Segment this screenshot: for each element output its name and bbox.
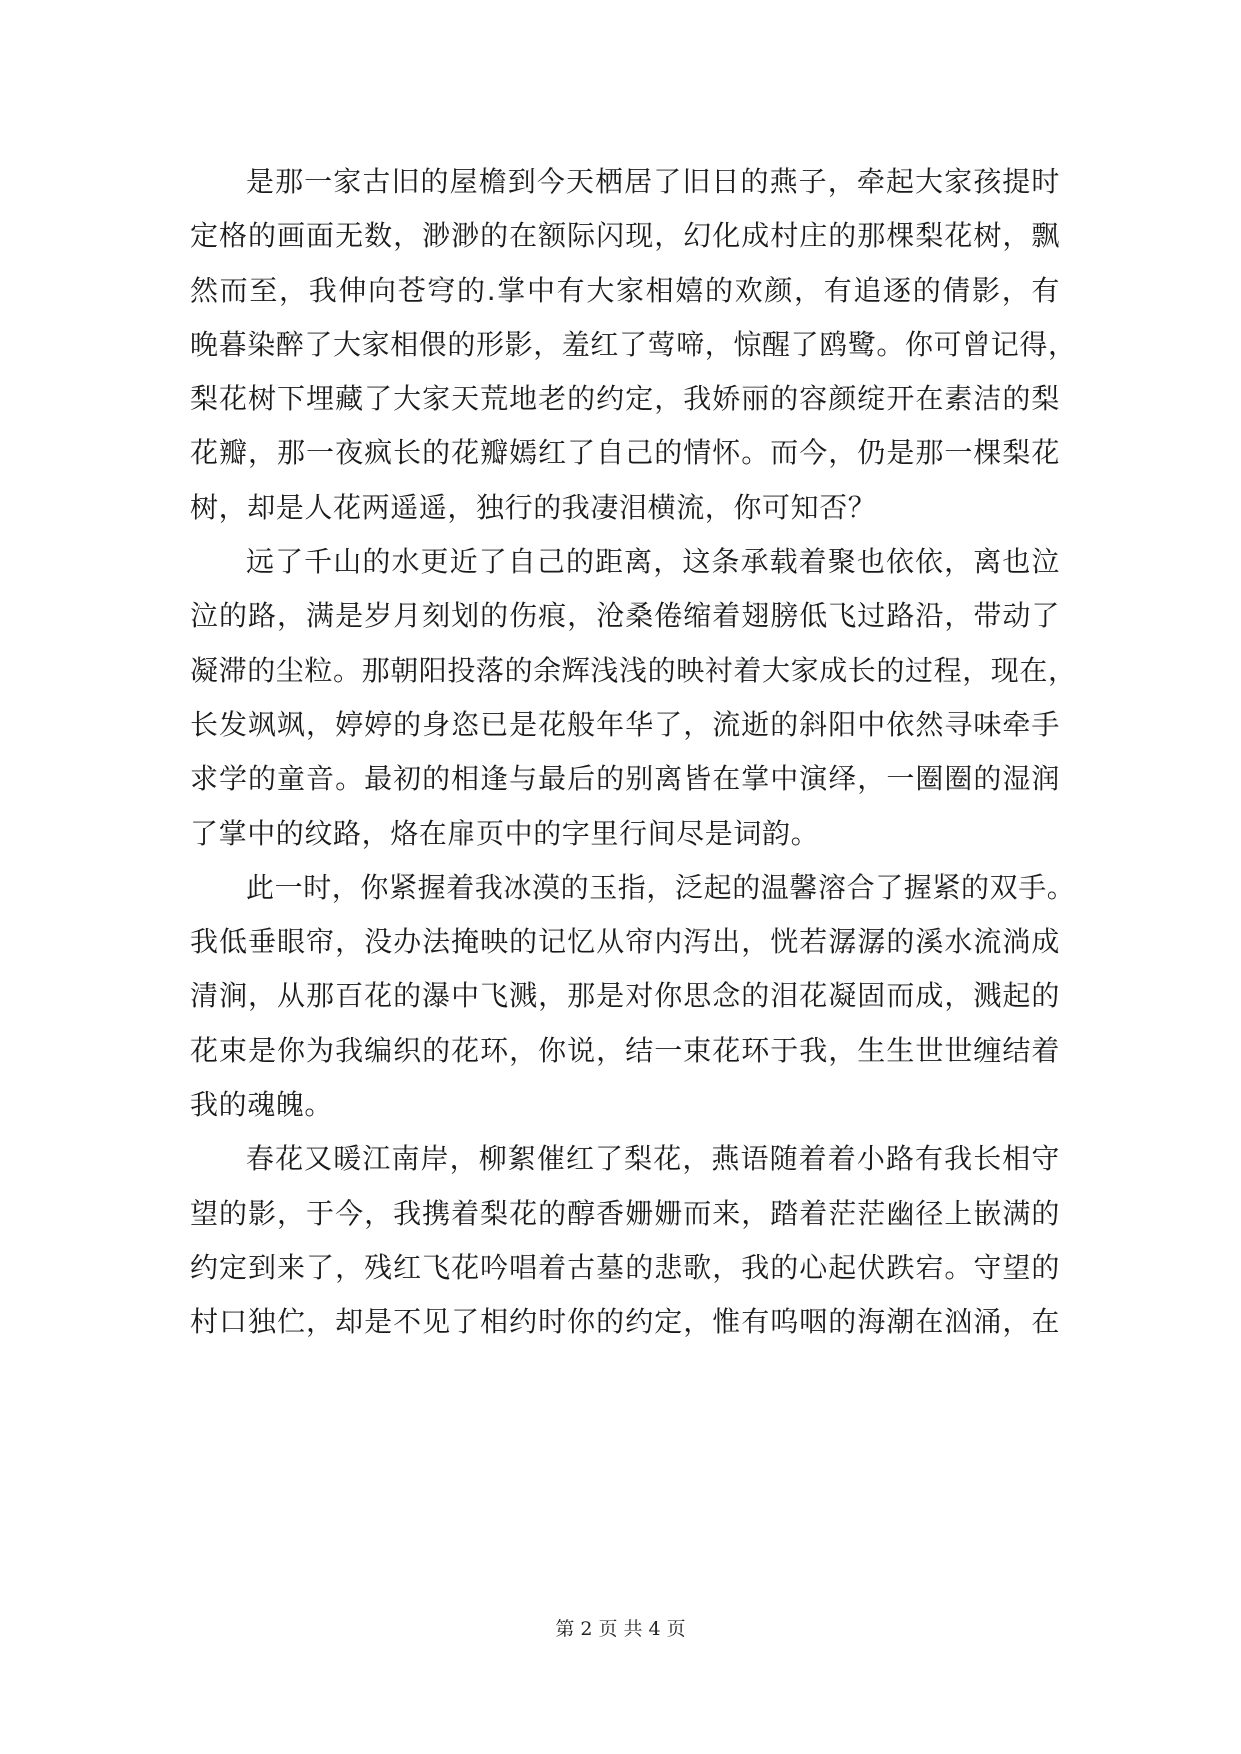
footer-prefix: 第 xyxy=(555,1618,575,1640)
footer-current-page: 2 xyxy=(580,1618,593,1640)
text-line: 花束是你为我编织的花环，你说，结一束花环于我，生生世世缠结着 xyxy=(190,1033,1060,1067)
text-line: 长发飒飒，婷婷的身恣已是花般年华了，流逝的斜阳中依然寻味牵手 xyxy=(190,707,1060,741)
text-line: 约定到来了，残红飞花吟唱着古墓的悲歌，我的心起伏跌宕。守望的 xyxy=(190,1250,1060,1284)
text-line: 此一时，你紧握着我冰漠的玉指，泛起的温馨溶合了握紧的双手。 xyxy=(246,870,1076,904)
text-line: 望的影，于今，我携着梨花的醇香姗姗而来，踏着茫茫幽径上嵌满的 xyxy=(190,1196,1060,1230)
paragraph-2 xyxy=(190,535,1077,861)
text-line: 求学的童音。最初的相逢与最后的别离皆在掌中演绎，一圈圈的湿润 xyxy=(190,762,1060,796)
text-line: 村口独伫，却是不见了相约时你的约定，惟有呜咽的海潮在汹涌，在 xyxy=(190,1305,1060,1339)
text-line: 了掌中的纹路，烙在扉页中的字里行间尽是词韵。 xyxy=(190,816,820,850)
text-line: 凝滞的尘粒。那朝阳投落的余辉浅浅的映衬着大家成长的过程，现在， xyxy=(190,653,1077,687)
text-line: 我的魂魄。 xyxy=(190,1088,334,1122)
footer-total-word: 共 xyxy=(623,1618,643,1640)
page-number-footer xyxy=(0,1614,1241,1641)
article-body xyxy=(190,155,1077,1350)
paragraph-3 xyxy=(190,861,1076,1132)
text-line: 远了千山的水更近了自己的距离，这条承载着聚也依依，离也泣 xyxy=(246,545,1060,579)
text-line: 我低垂眼帘，没办法掩映的记忆从帘内泻出，恍若潺潺的溪水流淌成 xyxy=(190,925,1060,959)
text-line: 泣的路，满是岁月刻划的伤痕，沧桑倦缩着翅膀低飞过路沿，带动了 xyxy=(190,599,1060,633)
text-line: 然而至，我伸向苍穹的.掌中有大家相嬉的欢颜，有追逐的倩影，有 xyxy=(190,273,1060,307)
paragraph-4 xyxy=(190,1132,1060,1349)
text-line: 清涧，从那百花的瀑中飞溅，那是对你思念的泪花凝固而成，溅起的 xyxy=(190,979,1060,1013)
paragraph-1 xyxy=(190,155,1077,535)
text-line: 梨花树下埋藏了大家天荒地老的约定，我娇丽的容颜绽开在素洁的梨 xyxy=(190,382,1060,416)
text-line: 是那一家古旧的屋檐到今天栖居了旧日的燕子，牵起大家孩提时 xyxy=(246,165,1060,198)
text-line: 花瓣，那一夜疯长的花瓣嫣红了自己的情怀。而今，仍是那一棵梨花 xyxy=(190,436,1060,470)
footer-page-word: 页 xyxy=(598,1618,618,1640)
footer-suffix: 页 xyxy=(666,1618,686,1640)
text-line: 晚暮染醉了大家相偎的形影，羞红了莺啼，惊醒了鸥鹭。你可曾记得， xyxy=(190,327,1077,361)
text-line: 树，却是人花两遥遥，独行的我凄泪横流，你可知否？ xyxy=(190,490,877,524)
footer-total-pages: 4 xyxy=(648,1618,661,1640)
text-line: 春花又暖江南岸，柳絮催红了梨花，燕语随着着小路有我长相守 xyxy=(246,1142,1060,1176)
text-line: 定格的画面无数，渺渺的在额际闪现，幻化成村庄的那棵梨花树，飘 xyxy=(190,219,1060,253)
